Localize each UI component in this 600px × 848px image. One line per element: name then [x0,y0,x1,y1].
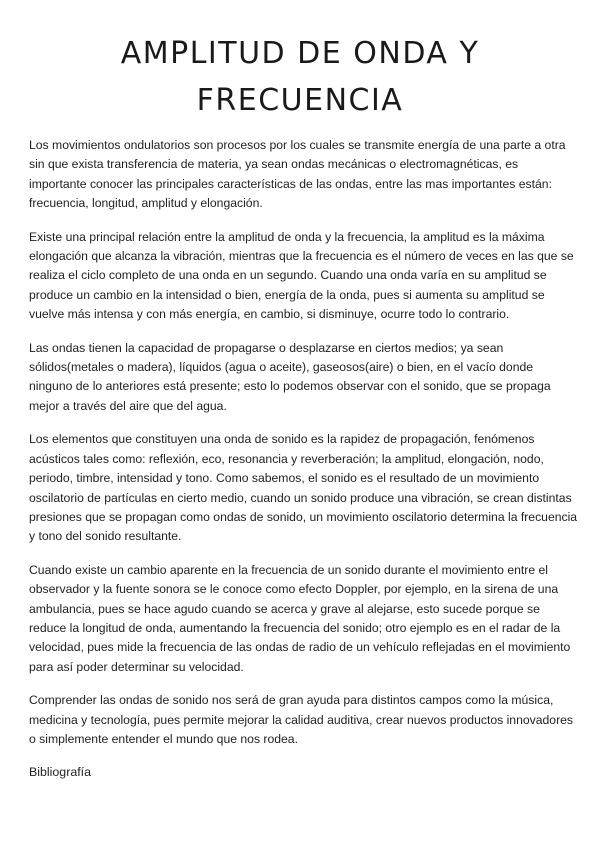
document-body [29,136,579,783]
paragraph-sound-elements: Los elementos que constituyen una onda de sonido es la rapidez de propagación, fenómenos acústicos tales como: reflexión, eco, resonancia y reverberación; la amplitud, elongación, nodo, periodo, timbre, intensidad y tono. Como sabemos, el sonido es el resultado de un movimiento oscilatorio de partículas en cierto medio, cuando un sonido produce una vibración, se crean distintas presiones que se propagan como ondas de sonido, un movimiento oscilatorio determina la frecuencia y tono del sonido resultante. [29,432,578,544]
paragraph-propagation: Las ondas tienen la capacidad de propagarse o desplazarse en ciertos medios; ya sean sólidos(metales o madera), líquidos (agua o aceite), gaseosos(aire) o bien, en el vacío donde ninguno de lo anteriores está presente; esto lo podemos observar con el sonido, que se propaga mejor a través del aire que del agua. [29,340,551,413]
paragraph-intro: Los movimientos ondulatorios son procesos por los cuales se transmite energía de una parte a otra sin que exista transferencia de materia, ya sean ondas mecánicas o electromagnéticas, es importante conocer las principales características de las ondas, entre las mas importantes están: frecuencia, longitud, amplitud y elongación. [29,138,566,211]
paragraph-conclusion: Comprender las ondas de sonido nos será de gran ayuda para distintos campos como la música, medicina y tecnología, pues permite mejorar la calidad auditiva, crear nuevos productos innovadores o simplemente entender el mundo que nos rodea. [29,693,573,746]
paragraph-doppler: Cuando existe un cambio aparente en la frecuencia de un sonido durante el movimiento entre el observador y la fuente sonora se le conoce como efecto Doppler, por ejemplo, en la sirena de una ambulancia, pues se hace agudo cuando se acerca y grave al alejarse, esto sucede porque se reduce la longitud de onda, aumentando la frecuencia del sonido; otro ejemplo es en el radar de la velocidad, pues mide la frecuencia de las ondas de radio de un vehículo reflejadas en el movimiento para así poder determinar su velocidad. [29,562,571,674]
bibliography-heading: Bibliografía [29,765,91,780]
paragraph-amplitude-frequency: Existe una principal relación entre la amplitud de onda y la frecuencia, la amplitud es la máxima elongación que alcanza la vibración, mientras que la frecuencia es el número de veces en las que se realiza el ciclo completo de una onda en un segundo. Cuando una onda varía en su amplitud se produce un cambio en la intensidad o bien, energía de la onda, pues si aumenta su amplitud se vuelve más intensa y con más energía, en cambio, si disminuye, ocurre todo lo contrario. [29,229,574,322]
page-title: AMPLITUD DE ONDA Y FRECUENCIA [120,36,480,118]
